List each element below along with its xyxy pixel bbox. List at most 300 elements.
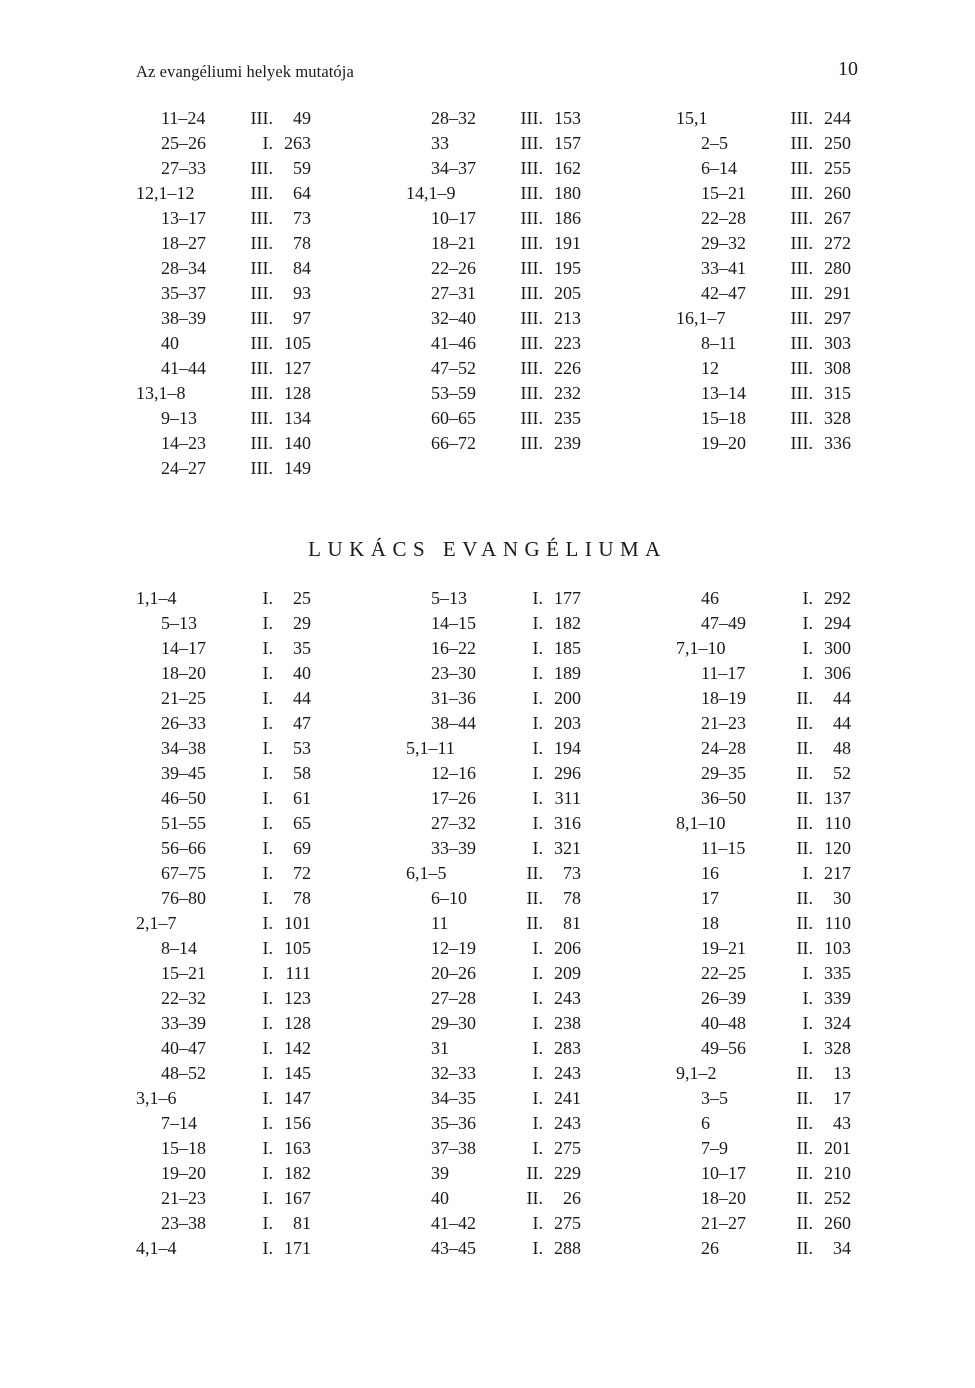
volume-number: I. xyxy=(262,1138,273,1158)
index-entry xyxy=(136,381,311,406)
verse-reference: 14–15 xyxy=(431,613,476,633)
index-entry xyxy=(676,961,851,986)
volume-number: III. xyxy=(520,258,543,278)
index-entry xyxy=(136,1111,311,1136)
volume-number: III. xyxy=(520,383,543,403)
page-reference: 316 xyxy=(554,813,581,833)
verse-reference: 16–22 xyxy=(431,638,476,658)
page-reference: 64 xyxy=(293,183,311,203)
index-entry xyxy=(676,156,851,181)
verse-reference: 18–20 xyxy=(161,663,206,683)
index-entry xyxy=(406,131,581,156)
page-reference: 209 xyxy=(554,963,581,983)
index-entry xyxy=(136,711,311,736)
index-entry xyxy=(136,611,311,636)
verse-reference: 12–16 xyxy=(431,763,476,783)
verse-reference: 3,1–6 xyxy=(136,1088,177,1108)
volume-number: II. xyxy=(796,688,813,708)
verse-reference: 8,1–10 xyxy=(676,813,726,833)
index-entry xyxy=(676,611,851,636)
page-reference: 73 xyxy=(563,863,581,883)
volume-number: I. xyxy=(262,738,273,758)
volume-number: III. xyxy=(790,308,813,328)
volume-number: III. xyxy=(790,408,813,428)
page-reference: 69 xyxy=(293,838,311,858)
volume-number: I. xyxy=(262,1188,273,1208)
page-reference: 217 xyxy=(824,863,851,883)
index-entry xyxy=(406,861,581,886)
volume-number: II. xyxy=(796,1163,813,1183)
verse-reference: 14–17 xyxy=(161,638,206,658)
page-reference: 260 xyxy=(824,183,851,203)
index-entry xyxy=(406,1111,581,1136)
page-reference: 263 xyxy=(284,133,311,153)
verse-reference: 29–32 xyxy=(701,233,746,253)
page-reference: 280 xyxy=(824,258,851,278)
page-reference: 250 xyxy=(824,133,851,153)
index-entry xyxy=(676,1086,851,1111)
volume-number: III. xyxy=(250,108,273,128)
index-column-2 xyxy=(406,586,581,1261)
index-entry xyxy=(136,456,311,481)
index-entry xyxy=(676,1161,851,1186)
page-reference: 58 xyxy=(293,763,311,783)
verse-reference: 60–65 xyxy=(431,408,476,428)
volume-number: I. xyxy=(262,133,273,153)
volume-number: III. xyxy=(520,158,543,178)
page-reference: 84 xyxy=(293,258,311,278)
page-reference: 52 xyxy=(833,763,851,783)
index-entry xyxy=(136,281,311,306)
volume-number: II. xyxy=(526,1163,543,1183)
page-reference: 303 xyxy=(824,333,851,353)
section-heading: LUKÁCS EVANGÉLIUMA xyxy=(308,537,667,561)
verse-reference: 35–37 xyxy=(161,283,206,303)
verse-reference: 39 xyxy=(431,1163,449,1183)
volume-number: II. xyxy=(796,788,813,808)
verse-reference: 7–9 xyxy=(701,1138,728,1158)
page-reference: 177 xyxy=(554,588,581,608)
verse-reference: 37–38 xyxy=(431,1138,476,1158)
page-reference: 238 xyxy=(554,1013,581,1033)
page-reference: 72 xyxy=(293,863,311,883)
page-reference: 35 xyxy=(293,638,311,658)
page-reference: 235 xyxy=(554,408,581,428)
index-column-3 xyxy=(676,106,851,456)
index-entry xyxy=(676,206,851,231)
volume-number: I. xyxy=(262,663,273,683)
verse-reference: 5–13 xyxy=(161,613,197,633)
index-entry xyxy=(406,1211,581,1236)
verse-reference: 23–30 xyxy=(431,663,476,683)
index-entry xyxy=(406,936,581,961)
volume-number: III. xyxy=(250,258,273,278)
page-reference: 243 xyxy=(554,1063,581,1083)
index-entry xyxy=(676,431,851,456)
page-reference: 120 xyxy=(824,838,851,858)
verse-reference: 15–21 xyxy=(161,963,206,983)
volume-number: III. xyxy=(790,158,813,178)
volume-number: II. xyxy=(796,1238,813,1258)
volume-number: III. xyxy=(250,383,273,403)
verse-reference: 35–36 xyxy=(431,1113,476,1133)
verse-reference: 16,1–7 xyxy=(676,308,726,328)
index-entry xyxy=(406,961,581,986)
volume-number: I. xyxy=(262,863,273,883)
index-entry xyxy=(136,961,311,986)
index-entry xyxy=(136,936,311,961)
volume-number: II. xyxy=(796,813,813,833)
verse-reference: 41–42 xyxy=(431,1213,476,1233)
volume-number: I. xyxy=(802,863,813,883)
page-reference: 167 xyxy=(284,1188,311,1208)
index-column-2 xyxy=(406,106,581,456)
page-reference: 149 xyxy=(284,458,311,478)
volume-number: III. xyxy=(520,358,543,378)
index-entry xyxy=(406,356,581,381)
page-reference: 328 xyxy=(824,408,851,428)
page-reference: 81 xyxy=(563,913,581,933)
volume-number: I. xyxy=(802,663,813,683)
volume-number: I. xyxy=(532,963,543,983)
verse-reference: 33–39 xyxy=(431,838,476,858)
page-reference: 29 xyxy=(293,613,311,633)
volume-number: I. xyxy=(532,1063,543,1083)
page-reference: 311 xyxy=(554,788,581,808)
volume-number: I. xyxy=(262,988,273,1008)
volume-number: I. xyxy=(532,788,543,808)
verse-reference: 8–11 xyxy=(701,333,737,353)
verse-reference: 28–34 xyxy=(161,258,206,278)
index-entry xyxy=(136,1061,311,1086)
page-reference: 296 xyxy=(554,763,581,783)
volume-number: III. xyxy=(790,333,813,353)
verse-reference: 47–49 xyxy=(701,613,746,633)
index-entry xyxy=(136,331,311,356)
volume-number: III. xyxy=(250,158,273,178)
page-reference: 44 xyxy=(833,713,851,733)
page-reference: 232 xyxy=(554,383,581,403)
verse-reference: 47–52 xyxy=(431,358,476,378)
index-entry xyxy=(136,886,311,911)
index-entry xyxy=(136,1211,311,1236)
verse-reference: 9,1–2 xyxy=(676,1063,717,1083)
page-reference: 283 xyxy=(554,1038,581,1058)
volume-number: I. xyxy=(262,1063,273,1083)
volume-number: I. xyxy=(532,763,543,783)
verse-reference: 9–13 xyxy=(161,408,197,428)
page-reference: 339 xyxy=(824,988,851,1008)
page-reference: 191 xyxy=(554,233,581,253)
index-entry xyxy=(406,611,581,636)
volume-number: I. xyxy=(532,588,543,608)
page-reference: 239 xyxy=(554,433,581,453)
index-entry xyxy=(406,256,581,281)
verse-reference: 32–33 xyxy=(431,1063,476,1083)
volume-number: I. xyxy=(532,1138,543,1158)
verse-reference: 42–47 xyxy=(701,283,746,303)
volume-number: II. xyxy=(796,1138,813,1158)
index-entry xyxy=(406,1086,581,1111)
index-entry xyxy=(676,836,851,861)
verse-reference: 17 xyxy=(701,888,719,908)
volume-number: I. xyxy=(532,1113,543,1133)
volume-number: I. xyxy=(262,813,273,833)
verse-reference: 28–32 xyxy=(431,108,476,128)
volume-number: I. xyxy=(262,788,273,808)
verse-reference: 12 xyxy=(701,358,719,378)
index-entry xyxy=(136,406,311,431)
index-entry xyxy=(676,911,851,936)
index-entry xyxy=(406,1011,581,1036)
index-entry xyxy=(136,431,311,456)
page-reference: 210 xyxy=(824,1163,851,1183)
index-entry xyxy=(136,256,311,281)
page-reference: 147 xyxy=(284,1088,311,1108)
page-reference: 128 xyxy=(284,1013,311,1033)
volume-number: I. xyxy=(262,713,273,733)
index-column-1 xyxy=(136,106,311,481)
volume-number: I. xyxy=(802,613,813,633)
index-entry xyxy=(406,1136,581,1161)
verse-reference: 34–38 xyxy=(161,738,206,758)
index-entry xyxy=(136,131,311,156)
verse-reference: 29–35 xyxy=(701,763,746,783)
volume-number: III. xyxy=(250,333,273,353)
index-entry xyxy=(406,206,581,231)
index-entry xyxy=(136,306,311,331)
page-reference: 142 xyxy=(284,1038,311,1058)
volume-number: III. xyxy=(520,108,543,128)
index-entry xyxy=(406,636,581,661)
page-reference: 44 xyxy=(833,688,851,708)
verse-reference: 11–15 xyxy=(701,838,746,858)
index-entry xyxy=(136,986,311,1011)
verse-reference: 21–27 xyxy=(701,1213,746,1233)
index-entry xyxy=(136,1086,311,1111)
page-reference: 185 xyxy=(554,638,581,658)
verse-reference: 76–80 xyxy=(161,888,206,908)
verse-reference: 13–17 xyxy=(161,208,206,228)
index-entry xyxy=(406,181,581,206)
index-entry xyxy=(676,1136,851,1161)
verse-reference: 7–14 xyxy=(161,1113,197,1133)
index-entry xyxy=(406,836,581,861)
page-reference: 128 xyxy=(284,383,311,403)
index-entry xyxy=(676,1036,851,1061)
page-reference: 103 xyxy=(824,938,851,958)
page-reference: 186 xyxy=(554,208,581,228)
verse-reference: 67–75 xyxy=(161,863,206,883)
verse-reference: 22–32 xyxy=(161,988,206,1008)
page-reference: 93 xyxy=(293,283,311,303)
verse-reference: 11 xyxy=(431,913,449,933)
verse-reference: 40 xyxy=(161,333,179,353)
verse-reference: 18–19 xyxy=(701,688,746,708)
verse-reference: 5–13 xyxy=(431,588,467,608)
verse-reference: 7,1–10 xyxy=(676,638,726,658)
verse-reference: 51–55 xyxy=(161,813,206,833)
page-reference: 156 xyxy=(284,1113,311,1133)
verse-reference: 14–23 xyxy=(161,433,206,453)
verse-reference: 21–25 xyxy=(161,688,206,708)
volume-number: III. xyxy=(250,358,273,378)
page-reference: 255 xyxy=(824,158,851,178)
volume-number: I. xyxy=(532,688,543,708)
verse-reference: 32–40 xyxy=(431,308,476,328)
volume-number: III. xyxy=(790,283,813,303)
volume-number: II. xyxy=(796,1113,813,1133)
index-entry xyxy=(136,231,311,256)
index-entry xyxy=(406,1186,581,1211)
page-reference: 134 xyxy=(284,408,311,428)
verse-reference: 21–23 xyxy=(701,713,746,733)
volume-number: I. xyxy=(262,1238,273,1258)
verse-reference: 18–27 xyxy=(161,233,206,253)
page-reference: 78 xyxy=(293,233,311,253)
page-reference: 297 xyxy=(824,308,851,328)
volume-number: III. xyxy=(520,183,543,203)
volume-number: III. xyxy=(520,133,543,153)
verse-reference: 2–5 xyxy=(701,133,728,153)
volume-number: II. xyxy=(796,938,813,958)
index-column-1 xyxy=(136,586,311,1261)
volume-number: II. xyxy=(526,913,543,933)
verse-reference: 19–20 xyxy=(701,433,746,453)
page-reference: 73 xyxy=(293,208,311,228)
verse-reference: 17–26 xyxy=(431,788,476,808)
index-entry xyxy=(136,181,311,206)
index-column-3 xyxy=(676,586,851,1261)
verse-reference: 18–20 xyxy=(701,1188,746,1208)
index-entry xyxy=(676,636,851,661)
index-entry xyxy=(406,986,581,1011)
page-reference: 53 xyxy=(293,738,311,758)
page-reference: 40 xyxy=(293,663,311,683)
volume-number: III. xyxy=(520,233,543,253)
verse-reference: 43–45 xyxy=(431,1238,476,1258)
volume-number: III. xyxy=(520,208,543,228)
volume-number: III. xyxy=(250,233,273,253)
verse-reference: 2,1–7 xyxy=(136,913,177,933)
index-entry xyxy=(406,381,581,406)
verse-reference: 12–19 xyxy=(431,938,476,958)
verse-reference: 49–56 xyxy=(701,1038,746,1058)
page-reference: 203 xyxy=(554,713,581,733)
verse-reference: 15–21 xyxy=(701,183,746,203)
volume-number: I. xyxy=(262,888,273,908)
page-reference: 110 xyxy=(824,913,851,933)
index-entry xyxy=(406,1036,581,1061)
verse-reference: 22–25 xyxy=(701,963,746,983)
verse-reference: 6–10 xyxy=(431,888,467,908)
volume-number: II. xyxy=(796,838,813,858)
volume-number: I. xyxy=(262,838,273,858)
index-entry xyxy=(676,1061,851,1086)
index-entry xyxy=(676,331,851,356)
page-reference: 275 xyxy=(554,1138,581,1158)
verse-reference: 13–14 xyxy=(701,383,746,403)
page-reference: 182 xyxy=(554,613,581,633)
page-reference: 201 xyxy=(824,1138,851,1158)
volume-number: III. xyxy=(790,183,813,203)
volume-number: I. xyxy=(532,1038,543,1058)
index-entry xyxy=(676,661,851,686)
volume-number: II. xyxy=(796,713,813,733)
verse-reference: 23–38 xyxy=(161,1213,206,1233)
index-entry xyxy=(406,761,581,786)
verse-reference: 26 xyxy=(701,1238,719,1258)
verse-reference: 27–33 xyxy=(161,158,206,178)
volume-number: I. xyxy=(802,588,813,608)
verse-reference: 38–39 xyxy=(161,308,206,328)
index-entry xyxy=(406,306,581,331)
index-entry xyxy=(136,636,311,661)
verse-reference: 16 xyxy=(701,863,719,883)
volume-number: I. xyxy=(532,713,543,733)
verse-reference: 41–46 xyxy=(431,333,476,353)
index-entry xyxy=(406,431,581,456)
verse-reference: 66–72 xyxy=(431,433,476,453)
index-entry xyxy=(406,156,581,181)
volume-number: III. xyxy=(250,433,273,453)
page-reference: 110 xyxy=(824,813,851,833)
verse-reference: 13,1–8 xyxy=(136,383,186,403)
volume-number: I. xyxy=(802,988,813,1008)
verse-reference: 11–17 xyxy=(701,663,746,683)
volume-number: III. xyxy=(790,208,813,228)
volume-number: I. xyxy=(532,813,543,833)
page-reference: 61 xyxy=(293,788,311,808)
verse-reference: 22–28 xyxy=(701,208,746,228)
volume-number: III. xyxy=(790,233,813,253)
page-reference: 243 xyxy=(554,988,581,1008)
index-entry xyxy=(136,1236,311,1261)
index-entry xyxy=(676,586,851,611)
page-reference: 105 xyxy=(284,938,311,958)
index-entry xyxy=(406,911,581,936)
index-entry xyxy=(676,231,851,256)
volume-number: I. xyxy=(262,1113,273,1133)
page-reference: 34 xyxy=(833,1238,851,1258)
index-entry xyxy=(676,686,851,711)
page-reference: 272 xyxy=(824,233,851,253)
volume-number: II. xyxy=(796,888,813,908)
verse-reference: 20–26 xyxy=(431,963,476,983)
page-reference: 78 xyxy=(293,888,311,908)
page-reference: 140 xyxy=(284,433,311,453)
verse-reference: 48–52 xyxy=(161,1063,206,1083)
verse-reference: 40–47 xyxy=(161,1038,206,1058)
page-reference: 294 xyxy=(824,613,851,633)
index-entry xyxy=(406,736,581,761)
volume-number: I. xyxy=(532,613,543,633)
verse-reference: 12,1–12 xyxy=(136,183,195,203)
page-reference: 226 xyxy=(554,358,581,378)
volume-number: I. xyxy=(532,1013,543,1033)
index-entry xyxy=(406,1161,581,1186)
volume-number: I. xyxy=(262,763,273,783)
page-reference: 44 xyxy=(293,688,311,708)
index-entry xyxy=(136,1161,311,1186)
index-entry xyxy=(676,936,851,961)
page-reference: 101 xyxy=(284,913,311,933)
verse-reference: 14,1–9 xyxy=(406,183,456,203)
volume-number: II. xyxy=(526,888,543,908)
verse-reference: 24–27 xyxy=(161,458,206,478)
index-entry xyxy=(406,331,581,356)
index-entry xyxy=(136,761,311,786)
